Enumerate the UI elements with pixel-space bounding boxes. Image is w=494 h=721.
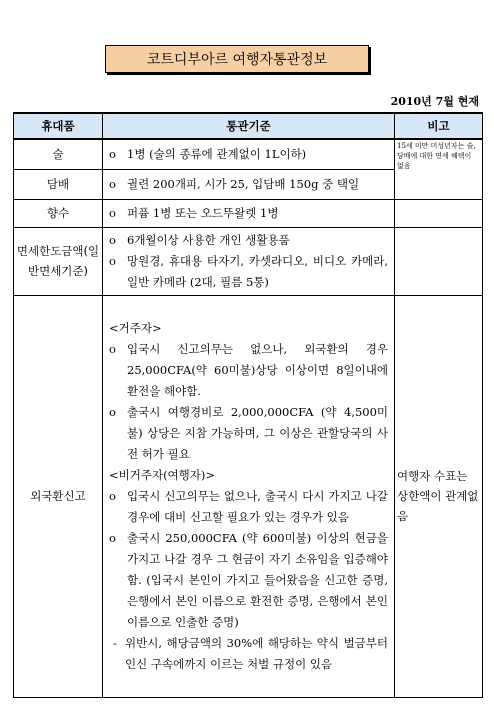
standard-cell: [103, 199, 395, 227]
standard-cell: [103, 139, 395, 169]
table-row: [14, 139, 483, 169]
bullet-mark: o: [109, 341, 116, 356]
table-row: [14, 295, 483, 697]
item-cell: 향수: [14, 199, 103, 227]
item-cell: 면세한도금액(일반면세기준): [14, 227, 103, 295]
bullet-text: 출국시 250,000CFA (약 600미불) 이상의 현금을 가지고 나갈 경우 그 현금이 자기 소유임을 입증해야 함. (입국시 본인이 가지고 들어왔음을 신고한 증명, 은행에서 본인 이름으로 환전한 증명, 은행에서 본인 이름으로 인출한 증명): [127, 530, 388, 629]
bullet-mark: o: [109, 253, 116, 268]
item-cell: 담배: [14, 169, 103, 199]
dash-mark: -: [113, 635, 117, 650]
item-cell: 외국환신고: [14, 295, 103, 697]
table-row: [14, 227, 483, 295]
header-row: [14, 113, 483, 139]
bullet-text: 1병 (술의 종류에 관계없이 1L이하): [127, 146, 307, 161]
standard-cell: [103, 169, 395, 199]
remark-cell: 15세 미만 미성년자는 술,담배에 대한 면세 혜택이 없음: [395, 139, 483, 199]
header-standard: 통관기준: [103, 113, 395, 139]
bullet-mark: o: [109, 404, 116, 419]
bullet-mark: o: [109, 530, 116, 545]
standard-cell: [103, 295, 395, 697]
bullet-text: 입국시 신고의무는 없으나, 외국환의 경우 25,000CFA(약 60미불)상당 이상이면 8일이내에 환전을 해야함.: [127, 341, 388, 398]
bullet-text: 궐련 200개피, 시가 25, 입담배 150g 중 택일: [127, 176, 360, 191]
section-label: <거주자>: [109, 320, 162, 335]
bullet-mark: o: [109, 232, 116, 247]
remark-cell: [395, 227, 483, 295]
bullet-text: 퍼퓸 1병 또는 오드뚜왈렛 1병: [127, 205, 279, 220]
customs-table: [13, 112, 483, 698]
standard-cell: [103, 227, 395, 295]
page-title: 코트디부아르 여행자통관정보: [105, 45, 369, 73]
bullet-text: 입국시 신고의무는 없으나, 출국시 다시 가지고 나갈 경우에 대비 신고할 필요가 있는 경우가 있음: [127, 488, 388, 524]
remark-cell: [395, 199, 483, 227]
bullet-mark: o: [109, 488, 116, 503]
bullet-text: 6개월이상 사용한 개인 생활용품: [127, 232, 290, 247]
bullet-text: 망원경, 휴대용 타자기, 카셋라디오, 비디오 카메라, 일반 카메라 (2대, 필름 5통): [127, 253, 388, 289]
section-label: <비거주자(여행자)>: [109, 467, 216, 482]
bullet-mark: o: [109, 146, 116, 161]
remark-cell: 여행자 수표는 상한액이 관계없음: [395, 295, 483, 697]
bullet-mark: o: [109, 176, 116, 191]
header-remark: 비고: [395, 113, 483, 139]
bullet-text: 출국시 여행경비로 2,000,000CFA (약 4,500미불) 상당은 지참 가능하며, 그 이상은 관할당국의 사전 허가 필요: [127, 404, 388, 461]
item-cell: 술: [14, 139, 103, 169]
penalty-text: 위반시, 해당금액의 30%에 해당하는 약식 벌금부터 인신 구속에까지 이르는 처벌 규정이 있음: [125, 635, 388, 671]
bullet-mark: o: [109, 205, 116, 220]
date-note: 2010년 7월 현재: [390, 95, 479, 108]
header-item: 휴대품: [14, 113, 103, 139]
table-row: [14, 199, 483, 227]
